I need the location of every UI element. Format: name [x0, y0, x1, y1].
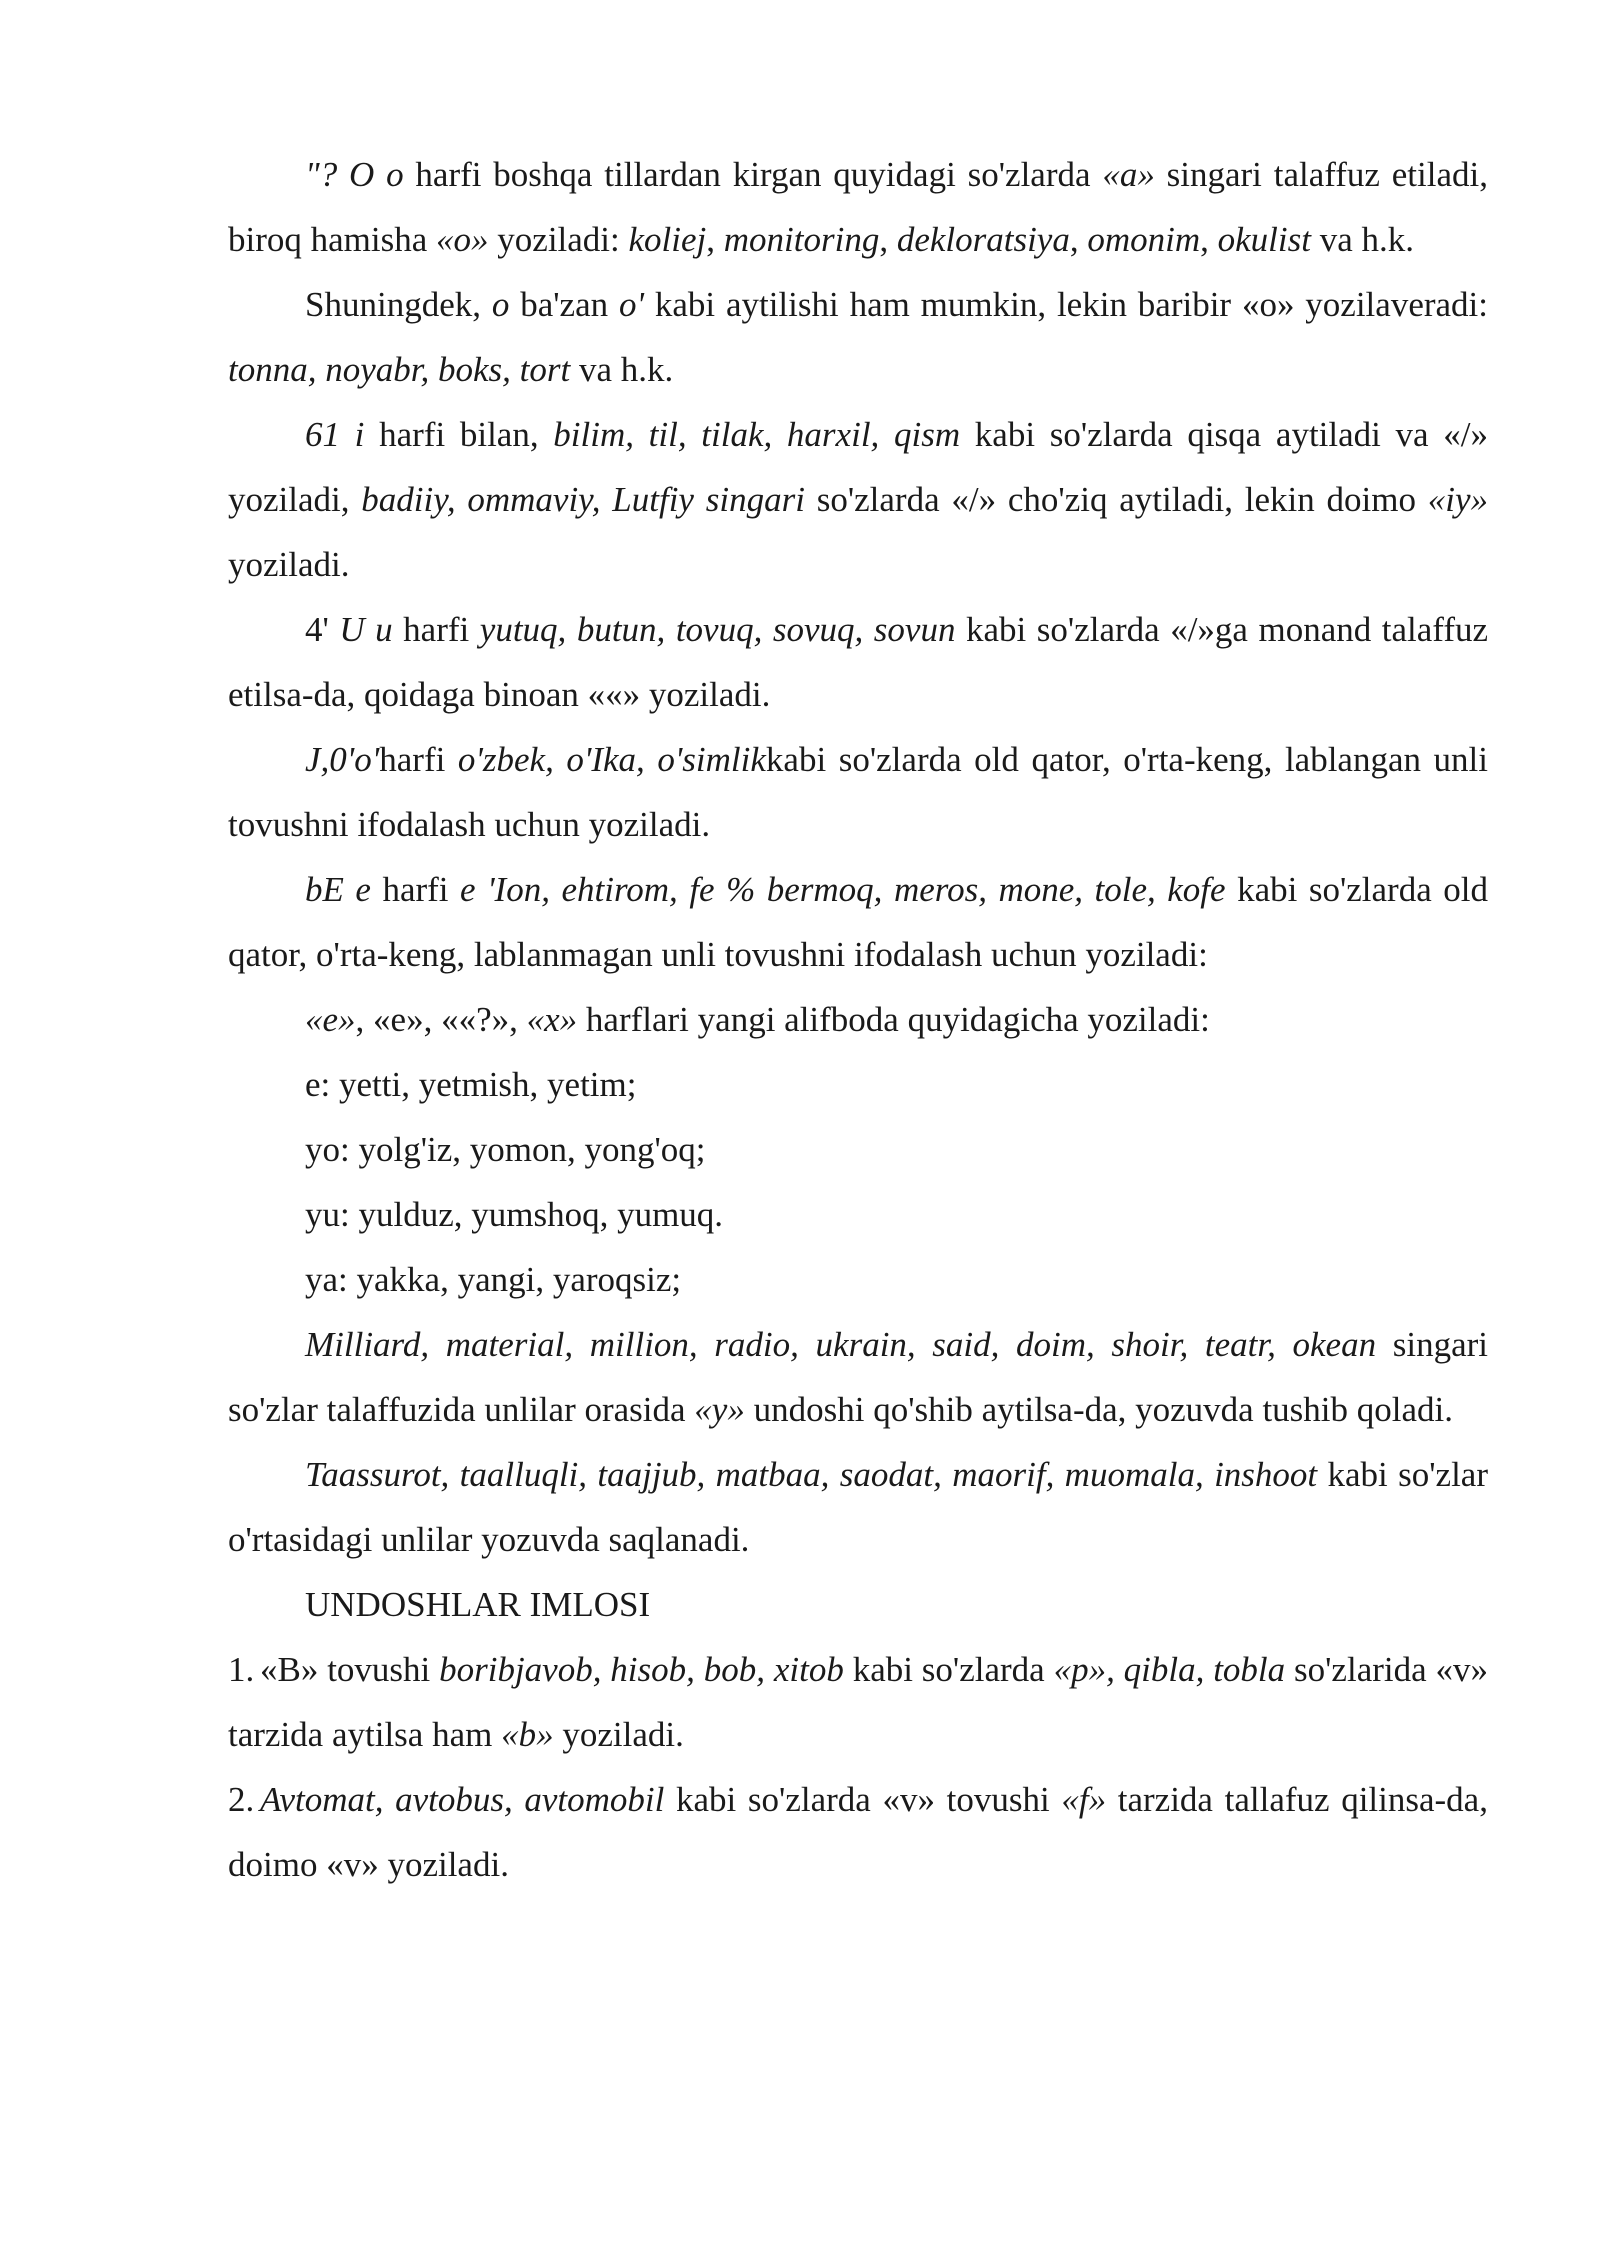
- italic-text-run: «x»: [526, 1000, 578, 1039]
- italic-text-run: Taassurot, taalluqli, taajjub, matbaa, saodat, maorif, muomala, inshoot: [305, 1455, 1318, 1494]
- paragraph-p9: [228, 1442, 1488, 1572]
- text-run: kabi so'zlarda old qator, o'rta-keng, lablanmagan unli tovushni ifodalash uchun yoziladi:: [228, 870, 1488, 974]
- italic-text-run: bE e: [305, 870, 371, 909]
- italic-text-run: monitoring: [723, 220, 880, 259]
- example-line: yu: yulduz, yumshoq, yumuq.: [305, 1195, 724, 1234]
- italic-text-run: o'zbek, o'Ika, o'simlik: [457, 740, 766, 779]
- text-run: harfi: [370, 870, 461, 909]
- italic-text-run: e 'Ion, ehtirom, fe % bermoq, meros, mone, tole, kofe: [460, 870, 1226, 909]
- italic-text-run: "? O o: [305, 155, 404, 194]
- text-run: yoziladi.: [228, 545, 350, 584]
- text-run: harfi boshqa tillardan kirgan quyidagi so'zlarda: [403, 155, 1103, 194]
- paragraph-p8: [228, 1312, 1488, 1442]
- text-run: ,: [879, 220, 897, 259]
- text-run: kabi so'zlarda: [843, 1650, 1054, 1689]
- paragraphs-group-2: [228, 1312, 1488, 1572]
- text-run: kabi so'zlarda «/»ga monand talaffuz etilsa-da, qoidaga binoan ««» yoziladi.: [228, 610, 1489, 714]
- rule-item: [228, 1637, 1488, 1767]
- rule-number: 2.: [228, 1780, 255, 1819]
- italic-text-run: «e»: [305, 1000, 356, 1039]
- paragraph-p2: [228, 272, 1488, 402]
- text-run: «B» tovushi: [260, 1650, 440, 1689]
- text-run: tarzida tallafuz qilinsa-da, doimo «v» yoziladi.: [228, 1780, 1488, 1884]
- text-run: ba'zan: [509, 285, 619, 324]
- example-line: yo: yolg'iz, yomon, yong'oq;: [305, 1130, 706, 1169]
- text-run: kabi so'zlar o'rtasidagi unlilar yozuvda saqlanadi.: [228, 1455, 1488, 1559]
- text-run: harfi: [379, 740, 458, 779]
- rule-item: [228, 1767, 1488, 1897]
- italic-text-run: «iy»: [1427, 480, 1489, 519]
- text-run: yoziladi:: [488, 220, 629, 259]
- paragraph-p6: [228, 857, 1488, 987]
- text-run: so'zlarida «v» tarzida aytilsa ham: [228, 1650, 1488, 1754]
- text-run: harflari yangi alifboda quyidagicha yoziladi:: [577, 1000, 1210, 1039]
- paragraph-p5: [228, 727, 1488, 857]
- text-run: harfi: [392, 610, 480, 649]
- italic-text-run: «f»: [1061, 1780, 1107, 1819]
- italic-text-run: badiiy, ommaviy, Lutfiy singari: [361, 480, 805, 519]
- italic-text-run: 61 i: [305, 415, 365, 454]
- italic-text-run: Milliard, material, million, radio, ukrain, said, doim, shoir, teatr, okean: [305, 1325, 1377, 1364]
- text-run: harfi bilan,: [364, 415, 554, 454]
- text-run: 4': [305, 610, 340, 649]
- italic-text-run: koliej: [628, 220, 707, 259]
- text-run: singari so'zlar talaffuzida unlilar orasida: [228, 1325, 1488, 1429]
- text-run: kabi so'zlarda «v» tovushi: [664, 1780, 1062, 1819]
- section-heading: UNDOSHLAR IMLOSI: [305, 1585, 651, 1624]
- italic-text-run: «p», qibla, tobla: [1053, 1650, 1286, 1689]
- text-run: ,: [1200, 220, 1218, 259]
- text-run: undoshi qo'shib aytilsa-da, yozuvda tushib qoladi.: [744, 1390, 1454, 1429]
- document-page: [228, 142, 1488, 1897]
- italic-text-run: okulist: [1217, 220, 1311, 259]
- text-run: Shuningdek,: [305, 285, 492, 324]
- paragraph-p7: [228, 987, 1488, 1052]
- italic-text-run: Avtomat, avtobus, avtomobil: [260, 1780, 665, 1819]
- text-run: kabi so'zlarda qisqa aytiladi va «/» yoziladi,: [228, 415, 1489, 519]
- text-run: va h.k.: [1310, 220, 1415, 259]
- paragraph-p4: [228, 597, 1488, 727]
- italic-text-run: bilim, til, tilak, harxil, qism: [553, 415, 961, 454]
- italic-text-run: tonna, noyabr, boks, tort: [228, 350, 571, 389]
- italic-text-run: «b»: [501, 1715, 554, 1754]
- italic-text-run: omonim: [1087, 220, 1201, 259]
- example-line: e: yetti, yetmish, yetim;: [305, 1065, 637, 1104]
- italic-text-run: dekloratsiya: [896, 220, 1070, 259]
- text-run: kabi so'zlarda old qator, o'rta-keng, lablangan unli tovushni ifodalash uchun yoziladi.: [228, 740, 1488, 844]
- text-run: ,: [1069, 220, 1088, 259]
- examples-list: [228, 1052, 1488, 1312]
- text-run: singari talaffuz etiladi, biroq hamisha: [228, 155, 1488, 259]
- italic-text-run: «o»: [436, 220, 489, 259]
- paragraph-p1: [228, 142, 1488, 272]
- italic-text-run: boribjavob, hisob, bob, xitob: [439, 1650, 844, 1689]
- italic-text-run: J,0'o': [305, 740, 380, 779]
- italic-text-run: yutuq, butun, tovuq, sovuq, sovun: [479, 610, 956, 649]
- text-run: , «e», ««?»,: [355, 1000, 527, 1039]
- paragraphs-group-1: [228, 142, 1488, 1052]
- text-run: ,: [706, 220, 724, 259]
- italic-text-run: «y»: [694, 1390, 745, 1429]
- text-run: yoziladi.: [553, 1715, 684, 1754]
- italic-text-run: «a»: [1102, 155, 1155, 194]
- text-run: va h.k.: [570, 350, 674, 389]
- text-run: so'zlarda «/» cho'ziq aytiladi, lekin doimo: [804, 480, 1428, 519]
- italic-text-run: U u: [339, 610, 393, 649]
- rule-number: 1.: [228, 1650, 255, 1689]
- text-run: kabi aytilishi ham mumkin, lekin baribir «o» yozilaveradi:: [643, 285, 1488, 324]
- paragraph-p3: [228, 402, 1488, 597]
- rules-list: [228, 1637, 1488, 1897]
- italic-text-run: o': [618, 285, 644, 324]
- example-line: ya: yakka, yangi, yaroqsiz;: [305, 1260, 682, 1299]
- italic-text-run: o: [491, 285, 510, 324]
